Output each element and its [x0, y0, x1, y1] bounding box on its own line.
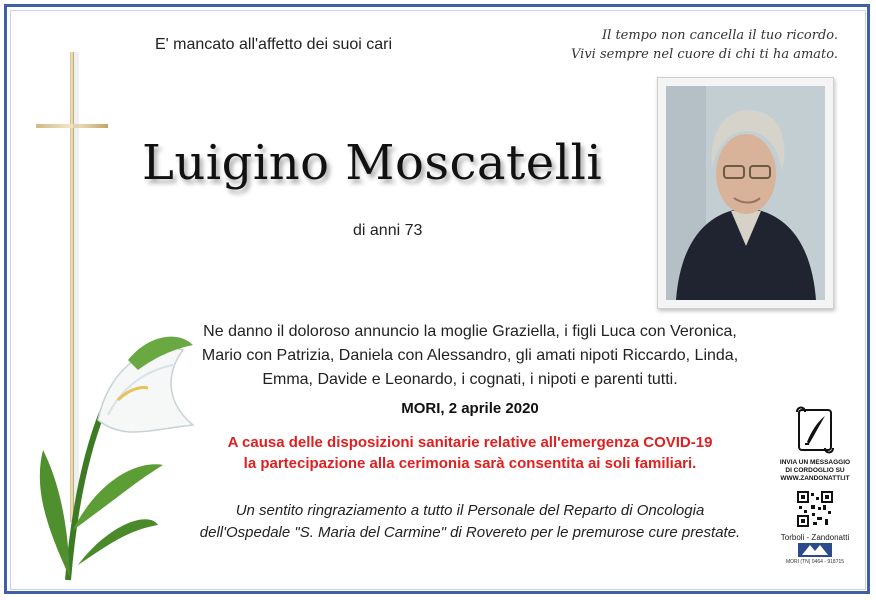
covid-line: la partecipazione alla cerimonia sarà consentita ai soli familiari.: [243, 455, 697, 472]
deceased-name: Luigino Moscatelli: [142, 135, 603, 191]
funeral-home-phone: MORI (TN) 0464 - 918715: [785, 559, 845, 565]
announcement-line: Emma, Davide e Leonardo, i cognati, i nipoti e parenti tutti.: [262, 371, 678, 388]
quote-line: Il tempo non cancella il tuo ricordo.: [602, 28, 838, 43]
covid-notice: [170, 432, 770, 474]
place-date: MORI, 2 aprile 2020: [401, 400, 539, 417]
thanks-text: [170, 500, 770, 544]
announcement-line: Mario con Patrizia, Daniela con Alessandro, gli amati nipoti Riccardo, Linda,: [201, 347, 739, 364]
funeral-home-logo-icon: [798, 543, 832, 557]
condolence-sidebar: [770, 404, 860, 565]
announcement-line: Ne danno il doloroso annuncio la moglie Graziella, i figli Luca con Veronica,: [203, 323, 737, 340]
condolence-message[interactable]: [770, 459, 860, 483]
funeral-home-name: Torboli - Zandonatti: [780, 533, 850, 542]
qr-code-icon[interactable]: [797, 491, 833, 527]
covid-line: A causa delle disposizioni sanitarie relative all'emergenza COVID-19: [227, 434, 713, 451]
memorial-quote: [558, 26, 838, 64]
message-line: INVIA UN MESSAGGIO: [779, 459, 851, 466]
age-text: di anni 73: [353, 222, 423, 239]
portrait-frame: [657, 77, 834, 309]
thanks-line: Un sentito ringraziamento a tutto il Personale del Reparto di Oncologia: [235, 502, 705, 519]
announcement-text: [170, 320, 770, 392]
message-line: DI CORDOGLIO SU: [785, 467, 845, 474]
quote-line: Vivi sempre nel cuore di chi ti ha amato.: [571, 47, 838, 62]
website-link[interactable]: WWW.ZANDONATTI.IT: [780, 475, 850, 482]
portrait-photo: [666, 86, 825, 300]
intro-text: E' mancato all'affetto dei suoi cari: [155, 36, 393, 53]
thanks-line: dell'Ospedale "S. Maria del Carmine" di Rovereto per le premurose cure prestate.: [199, 524, 741, 541]
scroll-quill-icon[interactable]: [793, 404, 837, 456]
